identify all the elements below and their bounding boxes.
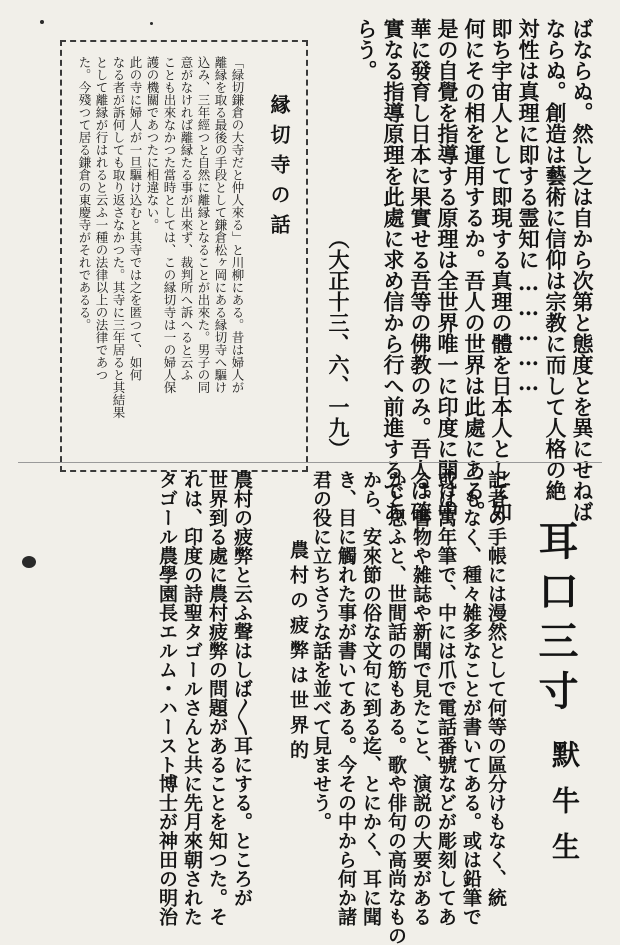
essay-line: ならぬ。創造は藝術に信仰は宗教に而して人格の絶 xyxy=(543,18,568,501)
farm-line: れは、印度の詩聖タゴールさんと共に先月來朝された xyxy=(181,470,203,926)
box-title: 縁切寺の話 xyxy=(267,94,291,244)
essay-line: 何にその相を運用するか。吾人の世界は此處にある。 xyxy=(462,18,487,522)
box-line: た。今殘つて居る鎌倉の東慶寺がそれであるる。 xyxy=(77,56,92,331)
mimi-body xyxy=(310,470,508,945)
mimi-line: 或は萬年筆で、中には爪で電話番號などが彫刻してあ xyxy=(435,470,457,926)
farm-line: タゴール農學園長エルム・ハースト博士が神田の明治 xyxy=(156,470,178,926)
scan-mark xyxy=(150,22,153,25)
box-line: ことも出來なかつた當時としては、この縁切寺は一の婦人保 xyxy=(162,56,177,394)
essay-line: 即ち宇宙人として即現する真理の體を日本人として如 xyxy=(489,18,514,522)
essay-line: 是の自覺を指導する原理は全世界唯一に印度に開け中 xyxy=(435,18,460,522)
mimi-line: 記者の手帳には漫然として何等の區分けもなく、統 xyxy=(485,470,507,907)
box-line: として離縁が行はれると云ふ一種の法律以上の法律であつ xyxy=(94,56,109,381)
scan-mark xyxy=(22,556,36,568)
section-divider xyxy=(18,462,602,463)
mimi-line: から、安來節の俗な文句に到る迄、とにかく、耳に聞 xyxy=(360,470,382,926)
mimi-title: 耳口三寸 xyxy=(532,520,579,720)
mimi-line: 君の役に立ちさうな話を並べて見ませう。 xyxy=(310,470,332,831)
mimi-line: き、目に觸れた事が書いてある。今その中から何か諸 xyxy=(335,470,357,926)
essay-line: らう。 xyxy=(354,18,379,81)
box-line: 護の機關であつたに相違ない。 xyxy=(145,56,160,231)
mimi-author: 默牛生 xyxy=(548,740,581,878)
farm-body xyxy=(54,470,254,926)
mimi-line: る。書物や雑誌や新聞で見たこと、演説の大要がある xyxy=(410,470,432,926)
mimi-line: かと思ふと、世間話の筋もある。歌や俳句の高尚なもの xyxy=(385,470,407,945)
essay-line: 華に發育し日本に果實せる吾等の佛教のみ。吾人は確 xyxy=(408,18,433,522)
farm-title: 農村の疲弊は世界的 xyxy=(287,540,309,765)
essay-date: （大正十三、六、一九） xyxy=(326,228,351,459)
mimi-line: 一もなく、種々雑多なことが書いてある。或は鉛筆で xyxy=(460,470,482,926)
box-line: 込み、三年經つと自然に離縁となることが出來た。男子の同 xyxy=(196,56,211,394)
essay-line: 対性は真理に即する霊知に…………… xyxy=(516,18,541,395)
essay-line: 實なる指導原理を此處に求め信から行へ前進するであ xyxy=(381,18,406,522)
box-body xyxy=(70,56,246,460)
scan-mark xyxy=(40,20,44,24)
box-line: 離縁を取る最後の手段として鎌倉松ヶ岡にある縁切寺へ驅け xyxy=(213,56,228,394)
sidebar-box xyxy=(60,40,308,472)
box-line: なる者が訴何しても取り返さなかつた。其寺に三年居ると其結果 xyxy=(111,56,126,419)
farm-line: 農村の疲弊と云ふ聲はしば〳〵耳にする。ところが xyxy=(231,470,253,907)
farm-line: 世界到る處に農村疲弊の問題があることを知つた。そ xyxy=(206,470,228,926)
box-line: 意がなければ離縁たる事が出來ず、裁判所へ訴へると云ふ xyxy=(179,56,194,381)
box-line: 此の寺に婦人が一旦驅け込むと其寺では之を匿つて、如何 xyxy=(128,56,143,381)
essay-line: ばならぬ。然し之は自から次第と態度とを異にせねば xyxy=(570,18,595,522)
box-line: 「緑切鎌倉の大寺だと仲人來る」と川柳にある。昔は婦人が xyxy=(230,56,245,394)
